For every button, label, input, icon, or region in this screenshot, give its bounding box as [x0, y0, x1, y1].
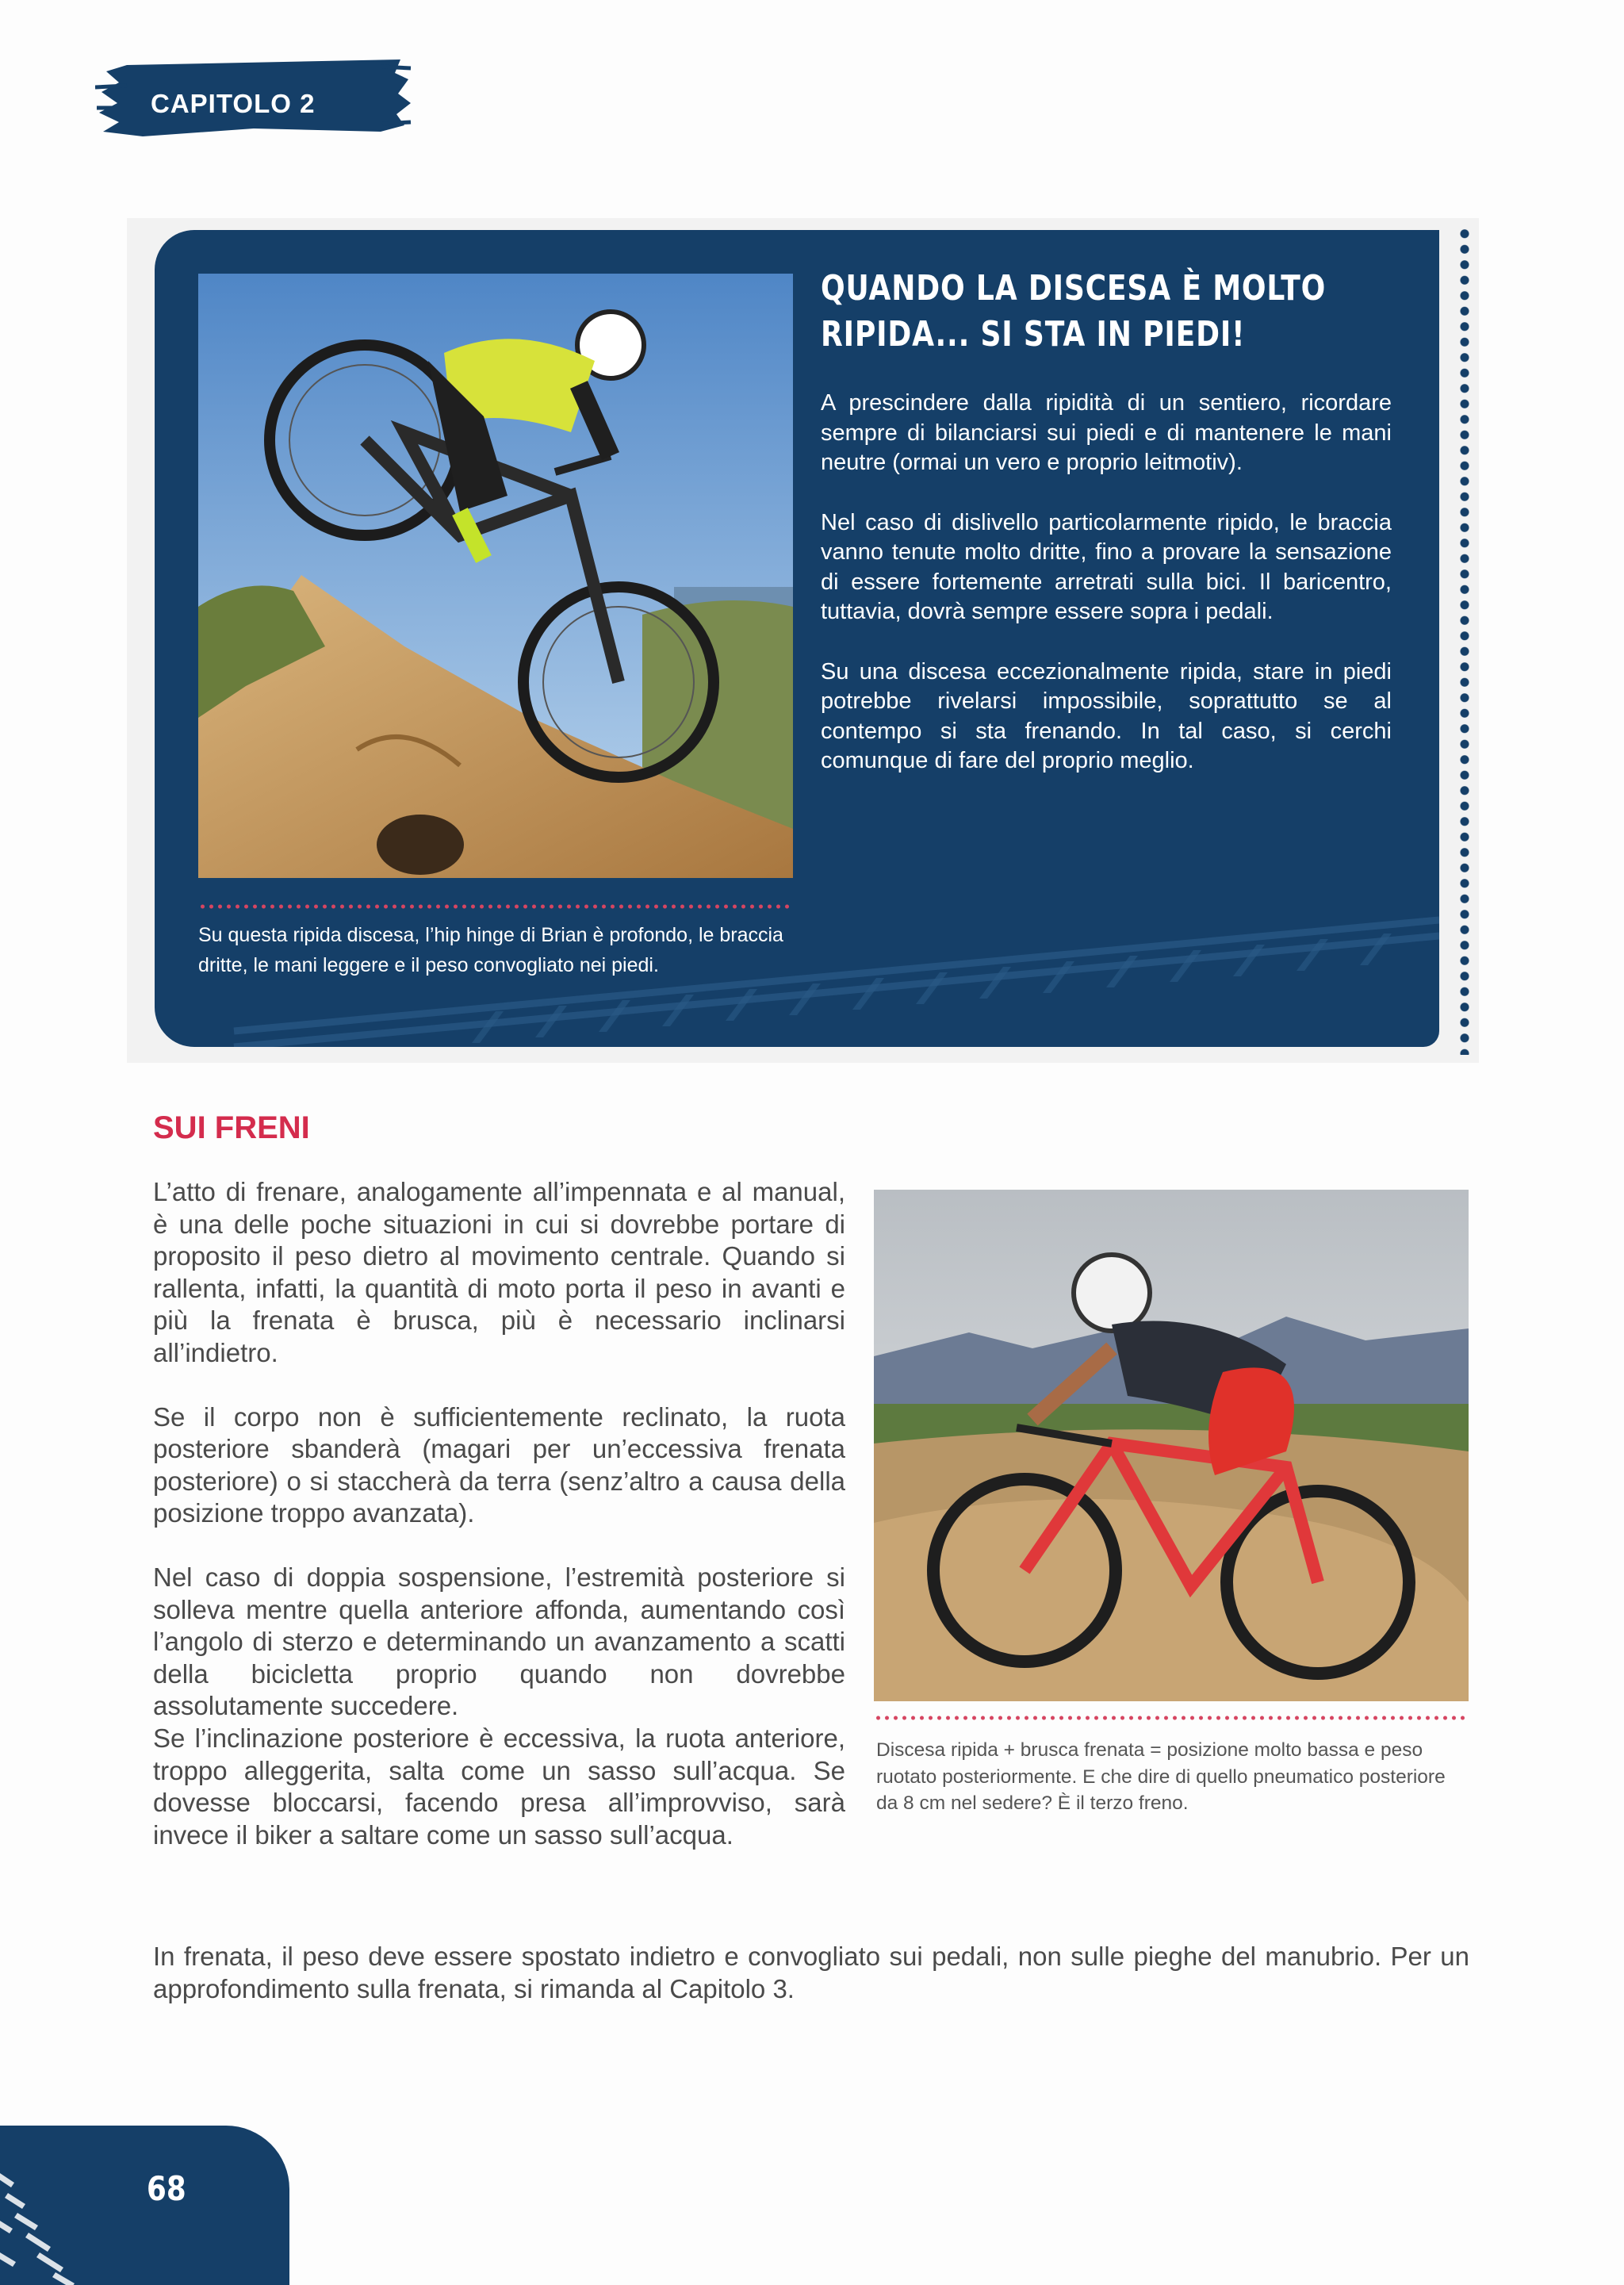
sidebar-paragraph: Nel caso di dislivello particolarmente ripido, le braccia vanno tenute molto dritte, fino a provare la sensazione di essere fortemente arretrati sulla bici. Il baricentro, tuttavia, dovrà sempre essere sopra i pedali. — [821, 509, 1392, 624]
page-number-tab — [0, 2126, 289, 2285]
body-paragraph: Se il corpo non è sufficientemente reclinato, la ruota posteriore sbanderà (magari per un’eccessiva frenata posteriore) o si staccherà da terra (senz’altro a causa della posizione troppo avanzata). — [153, 1401, 845, 1528]
section-heading: SUI FRENI — [153, 1110, 310, 1145]
sidebar-title-line-1: QUANDO LA DISCESA È MOLTO — [821, 268, 1327, 309]
sidebar-title — [821, 266, 1393, 358]
caption-dotted-rule — [198, 904, 793, 909]
caption-dotted-rule — [874, 1716, 1469, 1720]
sidebar-title-line-2: RIPIDA... SI STA IN PIEDI! — [821, 314, 1246, 355]
section-photo-caption: Discesa ripida + brusca frenata = posizione molto bassa e peso ruotato posteriormente. E che dire di quello pneumatico posteriore da 8 cm nel sedere? È il terzo freno. — [876, 1739, 1446, 1814]
sidebar-photo-caption: Su questa ripida discesa, l’hip hinge di Brian è profondo, le braccia dritte, le mani leggere e il peso convogliato nei piedi. — [198, 924, 783, 976]
closing-paragraph: In frenata, il peso deve essere spostato indietro e convogliato sui pedali, non sulle pieghe del manubrio. Per un approfondimento sulla frenata, si rimanda al Capitolo 3. — [153, 1942, 1469, 2003]
photo-steep-descent — [198, 274, 793, 878]
sidebar-paragraph: A prescindere dalla ripidità di un sentiero, ricordare sempre di bilanciarsi sui piedi e di mantenere le mani neutre (ormai un vero e proprio leitmotiv). — [821, 390, 1392, 475]
vertical-dotted-rule — [1459, 226, 1470, 1055]
page-number: 68 — [147, 2169, 186, 2208]
chapter-label: CAPITOLO 2 — [151, 89, 316, 118]
footer-tread-pattern — [0, 2126, 289, 2285]
sidebar-body — [821, 389, 1392, 807]
body-paragraph: L’atto di frenare, analogamente all’impennata e al manual, è una delle poche situazioni in cui si dovrebbe portare di proposito il peso dietro al movimento centrale. Quando si rallenta, infatti, la quantità di moto porta il peso in avanti e più la frenata è brusca, più è necessario inclinarsi all’indietro. — [153, 1177, 845, 1367]
body-paragraph: Nel caso di doppia sospensione, l’estremità posteriore si solleva mentre quella anteriore affonda, aumentando così l’angolo di sterzo e determinando un avanzamento a scatti della bicicletta proprio quando non dovrebbe assolutamente succedere. — [153, 1562, 845, 1721]
sidebar-paragraph: Su una discesa eccezionalmente ripida, stare in piedi potrebbe rivelarsi impossibile, soprattutto se al contempo si sta frenando. In tal caso, si cerchi comunque di fare del proprio meglio. — [821, 658, 1392, 773]
body-paragraph: Se l’inclinazione posteriore è eccessiva, la ruota anteriore, troppo alleggerita, salta come un sasso sull’acqua. Se dovesse bloccarsi, facendo presa all’improvviso, sarà invece il biker a saltare come un sasso sull’acqua. — [153, 1723, 845, 1850]
photo-braking-rider — [874, 1190, 1469, 1701]
section-body — [153, 1176, 845, 1883]
